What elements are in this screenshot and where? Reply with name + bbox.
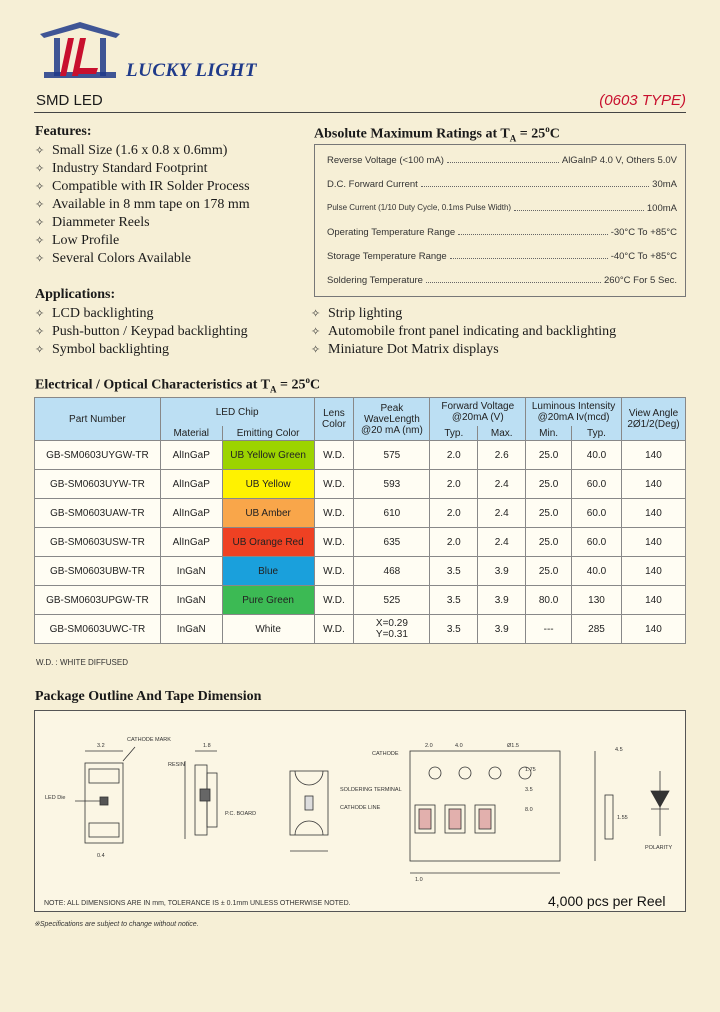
rating-value: -30°C To +85°C <box>610 227 677 238</box>
cell-material: AlInGaP <box>160 499 222 528</box>
package-note: NOTE: ALL DIMENSIONS ARE IN mm, TOLERANCE IS ± 0.1mm UNLESS OTHERWISE NOTED. <box>44 900 351 907</box>
cell-angle: 140 <box>621 586 685 615</box>
ratings-heading-sub: A <box>509 133 517 144</box>
cell-vf-max: 3.9 <box>478 557 526 586</box>
label-dim-20: 2.0 <box>425 743 433 749</box>
polarity-diode-triangle <box>651 791 669 807</box>
rating-label: D.C. Forward Current <box>327 179 418 190</box>
cell-lens: W.D. <box>314 499 354 528</box>
list-item: ✧ Compatible with IR Solder Process <box>35 178 250 196</box>
features-list <box>35 142 250 268</box>
list-item: ✧ LCD backlighting <box>35 305 248 323</box>
list-item: ✧ Available in 8 mm tape on 178 mm <box>35 196 250 214</box>
product-type: (0603 TYPE) <box>599 92 686 109</box>
table-row <box>35 441 686 470</box>
applications-list-left <box>35 305 248 359</box>
col-luminous-intensity: Luminous Intensity @20mA Iv(mcd) <box>526 398 622 427</box>
label-soldering-terminal: SOLDERING TERMINAL <box>340 787 402 793</box>
label-dim-35: 3.5 <box>525 787 533 793</box>
electrical-heading-text: Electrical / Optical Characteristics at T <box>35 377 270 393</box>
applications-heading: Applications: <box>35 287 116 302</box>
label-cathode-line: CATHODE LINE <box>340 805 381 811</box>
label-polarity: POLARITY <box>645 845 673 851</box>
table-row <box>35 470 686 499</box>
col-part-number: Part Number <box>35 398 161 441</box>
cell-peak-y: Y=0.31 <box>375 629 408 640</box>
col-lens-color: Lens Color <box>314 398 354 441</box>
top-view-pad <box>89 769 119 783</box>
brand-name: LUCKY LIGHT <box>126 60 257 81</box>
cell-lens: W.D. <box>314 586 354 615</box>
cell-material: InGaN <box>160 615 222 644</box>
ratings-heading-unit: C <box>549 126 560 142</box>
col-led-chip: LED Chip <box>160 398 314 427</box>
ratings-heading-deg: o <box>545 124 550 134</box>
rating-label: Storage Temperature Range <box>327 251 447 262</box>
cell-lens: W.D. <box>314 528 354 557</box>
cell-angle: 140 <box>621 441 685 470</box>
col-vf-typ: Typ. <box>430 426 478 441</box>
rating-label: Soldering Temperature <box>327 275 423 286</box>
sprocket-hole <box>429 767 441 779</box>
cell-vf-typ: 3.5 <box>430 557 478 586</box>
cell-peak: 468 <box>354 557 430 586</box>
cell-lens: W.D. <box>314 557 354 586</box>
list-item: ✧ Push-button / Keypad backlighting <box>35 323 248 341</box>
rating-label: Pulse Current (1/10 Duty Cycle, 0.1ms Pulse Width) <box>327 203 512 212</box>
cell-iv-typ: 40.0 <box>572 441 622 470</box>
cell-vf-max: 2.6 <box>478 441 526 470</box>
cell-part: GB-SM0603UAW-TR <box>35 499 161 528</box>
cell-angle: 140 <box>621 615 685 644</box>
label-dim-10: 1.0 <box>415 877 423 883</box>
cell-iv-typ: 40.0 <box>572 557 622 586</box>
features-heading: Features: <box>35 124 92 139</box>
label-cathode: CATHODE <box>372 751 399 757</box>
table-row <box>35 557 686 586</box>
label-dim-175: 1.75 <box>525 767 536 773</box>
label-dim-40: 4.0 <box>455 743 463 749</box>
label-resin: RESIN <box>168 762 185 768</box>
table-footnote: W.D. : WHITE DIFFUSED <box>36 658 128 667</box>
header-rule <box>34 112 686 113</box>
cell-peak: 610 <box>354 499 430 528</box>
cell-color: White <box>222 615 314 644</box>
cell-vf-max: 3.9 <box>478 615 526 644</box>
rating-row <box>327 179 677 190</box>
cell-color: UB Yellow <box>222 470 314 499</box>
cell-lens: W.D. <box>314 441 354 470</box>
cell-color: Pure Green <box>222 586 314 615</box>
electrical-heading-sub: A <box>269 384 277 395</box>
cell-iv-min: --- <box>526 615 572 644</box>
product-title: SMD LED <box>36 92 103 109</box>
reel-side-view <box>605 795 613 839</box>
package-heading: Package Outline And Tape Dimension <box>35 689 262 704</box>
cell-vf-typ: 2.0 <box>430 470 478 499</box>
sprocket-hole <box>489 767 501 779</box>
cell-iv-min: 25.0 <box>526 441 572 470</box>
cell-peak-x: X=0.29 <box>375 618 408 629</box>
cell-vf-max: 3.9 <box>478 586 526 615</box>
cell-vf-max: 2.4 <box>478 499 526 528</box>
cell-angle: 140 <box>621 470 685 499</box>
cell-vf-max: 2.4 <box>478 470 526 499</box>
cell-part: GB-SM0603UPGW-TR <box>35 586 161 615</box>
applications-list-right <box>311 305 616 359</box>
ratings-heading-text: Absolute Maximum Ratings at T <box>314 126 510 142</box>
rating-value: 260°C For 5 Sec. <box>604 275 677 286</box>
rating-value: -40°C To +85°C <box>610 251 677 262</box>
cell-iv-min: 80.0 <box>526 586 572 615</box>
rating-row <box>327 155 677 166</box>
label-dim-80: 8.0 <box>525 807 533 813</box>
electrical-heading <box>35 375 320 394</box>
cell-lens: W.D. <box>314 615 354 644</box>
cell-vf-typ: 2.0 <box>430 499 478 528</box>
rating-row <box>327 203 677 214</box>
top-view-pad <box>89 823 119 837</box>
table-row <box>35 499 686 528</box>
col-emitting-color: Emitting Color <box>222 426 314 441</box>
col-iv-typ: Typ. <box>572 426 622 441</box>
cell-material: InGaN <box>160 586 222 615</box>
list-item: ✧ Miniature Dot Matrix displays <box>311 341 616 359</box>
rating-row <box>327 251 677 262</box>
col-forward-voltage: Forward Voltage @20mA (V) <box>430 398 526 427</box>
cell-lens: W.D. <box>314 470 354 499</box>
list-item: ✧ Symbol backlighting <box>35 341 248 359</box>
cell-material: AlInGaP <box>160 441 222 470</box>
table-row <box>35 528 686 557</box>
label-dim-155: 1.55 <box>617 815 628 821</box>
cell-part: GB-SM0603UYW-TR <box>35 470 161 499</box>
rating-value: 100mA <box>646 203 677 214</box>
table-row <box>35 586 686 615</box>
cell-material: InGaN <box>160 557 222 586</box>
cell-peak <box>354 615 430 644</box>
cell-part: GB-SM0603UBW-TR <box>35 557 161 586</box>
cell-vf-typ: 3.5 <box>430 615 478 644</box>
list-item: ✧ Several Colors Available <box>35 250 250 268</box>
list-item: ✧ Low Profile <box>35 232 250 250</box>
electrical-heading-deg: o <box>305 375 310 385</box>
list-item: ✧ Small Size (1.6 x 0.8 x 0.6mm) <box>35 142 250 160</box>
cell-peak: 575 <box>354 441 430 470</box>
rating-row <box>327 275 677 286</box>
list-item: ✧ Strip lighting <box>311 305 616 323</box>
cell-vf-max: 2.4 <box>478 528 526 557</box>
label-dim-18: 1.8 <box>203 743 211 749</box>
cell-color: UB Yellow Green <box>222 441 314 470</box>
col-vf-max: Max. <box>478 426 526 441</box>
label-cathode-mark: CATHODE MARK <box>127 737 171 743</box>
cell-angle: 140 <box>621 528 685 557</box>
label-dim-15: Ø1.5 <box>507 743 519 749</box>
cell-iv-min: 25.0 <box>526 557 572 586</box>
cell-angle: 140 <box>621 499 685 528</box>
ratings-box <box>314 144 686 297</box>
cell-material: AlInGaP <box>160 470 222 499</box>
cell-color: UB Amber <box>222 499 314 528</box>
cell-part: GB-SM0603USW-TR <box>35 528 161 557</box>
cell-iv-typ: 60.0 <box>572 499 622 528</box>
col-iv-min: Min. <box>526 426 572 441</box>
ratings-heading <box>314 124 560 143</box>
col-material: Material <box>160 426 222 441</box>
rating-value: AlGaInP 4.0 V, Others 5.0V <box>561 155 677 166</box>
rating-row <box>327 227 677 238</box>
rating-label: Operating Temperature Range <box>327 227 456 238</box>
electrical-heading-tail: = 25 <box>276 377 306 393</box>
cell-material: AlInGaP <box>160 528 222 557</box>
electrical-table <box>34 397 686 644</box>
label-pc-board: P.C. BOARD <box>225 811 257 817</box>
reel-quantity: 4,000 pcs per Reel <box>548 893 666 909</box>
cell-vf-typ: 2.0 <box>430 528 478 557</box>
list-item: ✧ Diammeter Reels <box>35 214 250 232</box>
cell-peak: 593 <box>354 470 430 499</box>
cell-iv-min: 25.0 <box>526 470 572 499</box>
label-led-die: LED Die <box>45 795 66 801</box>
cell-color: UB Orange Red <box>222 528 314 557</box>
rating-value: 30mA <box>652 179 677 190</box>
cell-peak: 635 <box>354 528 430 557</box>
cell-iv-typ: 60.0 <box>572 528 622 557</box>
list-item: ✧ Automobile front panel indicating and backlighting <box>311 323 616 341</box>
col-view-angle: View Angle 2Ø1/2(Deg) <box>621 398 685 441</box>
label-dim-32: 3.2 <box>97 743 105 749</box>
cell-iv-typ: 285 <box>572 615 622 644</box>
cell-iv-min: 25.0 <box>526 528 572 557</box>
cell-peak: 525 <box>354 586 430 615</box>
cell-vf-typ: 3.5 <box>430 586 478 615</box>
cell-vf-typ: 2.0 <box>430 441 478 470</box>
electrical-heading-unit: C <box>309 377 321 393</box>
cell-angle: 140 <box>621 557 685 586</box>
table-row <box>35 615 686 644</box>
cell-color: Blue <box>222 557 314 586</box>
sprocket-hole <box>459 767 471 779</box>
package-outline-drawing <box>35 711 685 911</box>
cell-iv-min: 25.0 <box>526 499 572 528</box>
cell-iv-typ: 130 <box>572 586 622 615</box>
disclaimer: ※Specifications are subject to change without notice. <box>34 921 199 928</box>
col-peak-wavelength: Peak WaveLength @20 mA (nm) <box>354 398 430 441</box>
cell-iv-typ: 60.0 <box>572 470 622 499</box>
cell-part: GB-SM0603UWC-TR <box>35 615 161 644</box>
led-die-mark <box>100 797 108 805</box>
rating-label: Reverse Voltage (<100 mA) <box>327 155 444 166</box>
cell-part: GB-SM0603UYGW-TR <box>35 441 161 470</box>
list-item: ✧ Industry Standard Footprint <box>35 160 250 178</box>
label-dim-04: 0.4 <box>97 853 105 859</box>
label-dim-45: 4.5 <box>615 747 623 753</box>
ratings-heading-tail: = 25 <box>516 126 546 142</box>
lucky-light-logo <box>36 20 124 82</box>
